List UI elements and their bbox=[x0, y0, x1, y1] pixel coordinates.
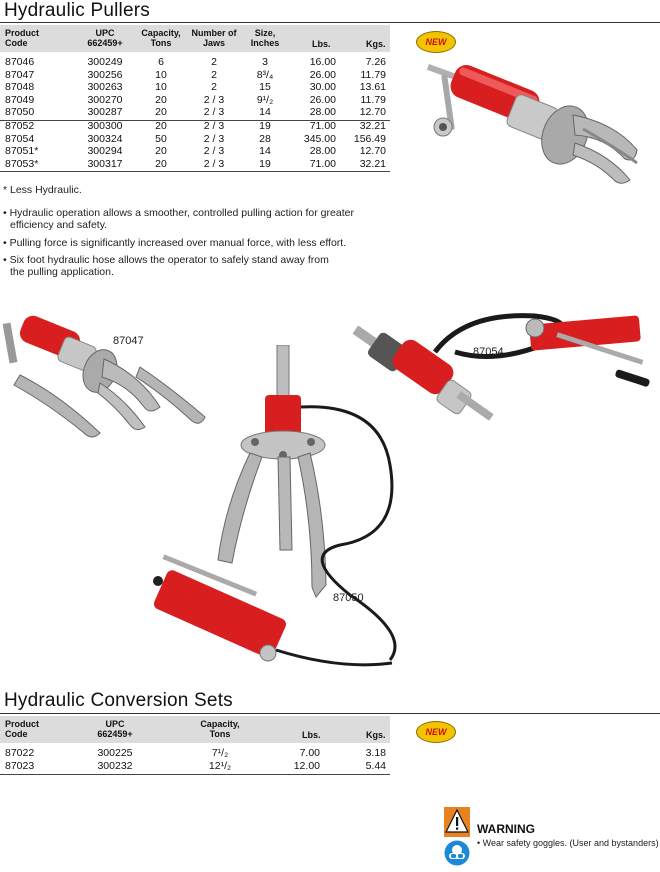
bullet-pulling-force: • Pulling force is significantly increased over manual force, with less effort. bbox=[3, 237, 347, 249]
puller-product-photo bbox=[415, 55, 660, 195]
label-87050: 87050 bbox=[333, 592, 364, 604]
header-product-code: Product Code bbox=[5, 28, 40, 48]
warning-title: WARNING bbox=[477, 822, 535, 836]
label-87054: 87054 bbox=[473, 346, 504, 358]
conversion-title-rule bbox=[0, 713, 660, 714]
conversion-title: Hydraulic Conversion Sets bbox=[4, 690, 233, 711]
bullet-hydraulic-operation: • Hydraulic operation allows a smoother, controlled pulling action for greater efficiency and safety. bbox=[3, 207, 354, 231]
warning-text: • Wear safety goggles. (User and bystanders) bbox=[477, 838, 659, 848]
header-size: Size, Inches bbox=[250, 28, 280, 48]
safety-goggles-icon bbox=[444, 840, 470, 866]
table-row: 87050 300287 20 2 / 3 14 28.00 12.70 bbox=[5, 106, 386, 118]
conversion-table bbox=[0, 748, 390, 778]
header-product-code: Product Code bbox=[5, 719, 40, 739]
table-row: 87022 300225 7¹/₂ 7.00 3.18 bbox=[5, 747, 386, 759]
header-kgs: Kgs. bbox=[366, 39, 386, 49]
conversion-table-header bbox=[0, 716, 390, 743]
header-lbs: Lbs. bbox=[312, 39, 331, 49]
pullers-title-rule bbox=[0, 22, 660, 23]
header-upc: UPC 662459+ bbox=[97, 719, 133, 739]
pullers-title: Hydraulic Pullers bbox=[4, 0, 150, 21]
table-row: 87047 300256 10 2 8³/₄ 26.00 11.79 bbox=[5, 68, 386, 81]
pullers-table-header bbox=[0, 25, 390, 52]
table-bottom-rule bbox=[0, 774, 390, 775]
table-bottom-rule bbox=[0, 171, 390, 172]
header-lbs: Lbs. bbox=[302, 730, 321, 740]
table-row: 87051* 300294 20 2 / 3 14 28.00 12.70 bbox=[5, 145, 386, 157]
bullet-hydraulic-hose: • Six foot hydraulic hose allows the operator to safely stand away from the pulling application. bbox=[3, 254, 329, 278]
table-row: 87023 300232 12¹/₂ 12.00 5.44 bbox=[5, 760, 386, 772]
table-row: 87049 300270 20 2 / 3 9¹/₂ 26.00 11.79 bbox=[5, 93, 386, 106]
header-jaws: Number of Jaws bbox=[191, 28, 237, 48]
pullers-table bbox=[0, 57, 390, 182]
table-row: 87052 300300 20 2 / 3 19 71.00 32.21 bbox=[5, 120, 386, 132]
footnote-less-hydraulic: * Less Hydraulic. bbox=[3, 184, 82, 196]
new-badge-conversion: NEW bbox=[416, 721, 456, 743]
table-row: 87054 300324 50 2 / 3 28 345.00 156.49 bbox=[5, 132, 386, 145]
warning-triangle-icon bbox=[444, 807, 470, 837]
new-badge-pullers: NEW bbox=[416, 31, 456, 53]
table-row: 87048 300263 10 2 15 30.00 13.61 bbox=[5, 81, 386, 93]
header-capacity: Capacity, Tons bbox=[141, 28, 181, 48]
header-kgs: Kgs. bbox=[366, 730, 386, 740]
label-87047: 87047 bbox=[113, 335, 144, 347]
header-upc: UPC 662459+ bbox=[87, 28, 123, 48]
table-row: 87046 300249 6 2 3 16.00 7.26 bbox=[5, 56, 386, 68]
header-capacity: Capacity, Tons bbox=[200, 719, 240, 739]
puller-87050-photo bbox=[140, 345, 460, 675]
table-row: 87053* 300317 20 2 / 3 19 71.00 32.21 bbox=[5, 157, 386, 170]
